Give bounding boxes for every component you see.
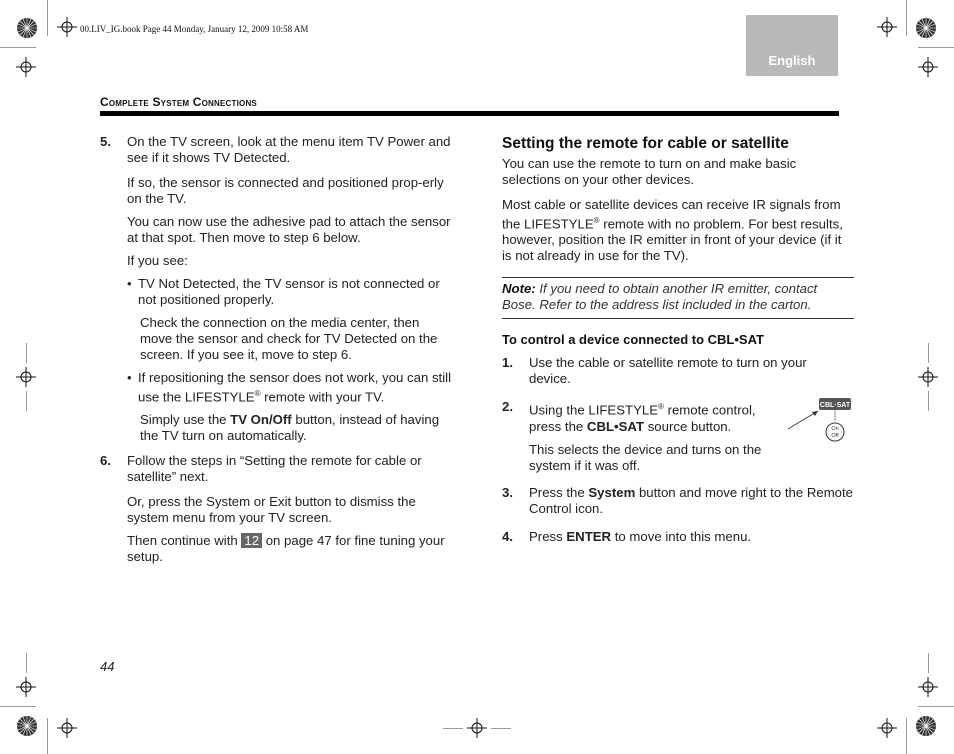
- trim-line: [491, 728, 511, 729]
- step-3: [502, 485, 854, 517]
- trim-line: [906, 0, 907, 36]
- section-title: Complete System Connections: [100, 95, 257, 109]
- step-6: [100, 453, 455, 565]
- note-label: Note:: [502, 281, 536, 297]
- trim-line: [26, 391, 27, 411]
- registration-rosette-icon: [16, 17, 38, 39]
- step-number: 2.: [502, 399, 513, 415]
- paragraph: Check the connection on the media center, then move the sensor and check for TV Detected on the screen. If you see it, move to step 6.: [140, 315, 438, 362]
- trim-line: [26, 653, 27, 673]
- step-text: Use the cable or satellite remote to turn on your device.: [529, 355, 807, 387]
- bullet-item: [127, 370, 455, 405]
- language-tab-label: English: [768, 53, 816, 68]
- crosshair-mark-icon: [918, 57, 938, 77]
- crosshair-mark-icon: [877, 718, 897, 738]
- book-info-line: 00.LIV_IG.book Page 44 Monday, January 12, 2009 10:58 AM: [80, 24, 309, 34]
- step-text: Follow the steps in “Setting the remote for cable or satellite” next.: [127, 453, 422, 485]
- bullet-icon: •: [127, 276, 132, 291]
- step-5: [100, 134, 455, 444]
- cbl-sat-button-illustration: [818, 397, 852, 443]
- crosshair-mark-icon: [467, 718, 487, 738]
- crosshair-mark-icon: [918, 677, 938, 697]
- crosshair-mark-icon: [16, 367, 36, 387]
- trim-line: [918, 706, 954, 707]
- language-tab: [746, 15, 838, 76]
- trim-line: [47, 718, 48, 754]
- svg-text:Off: Off: [831, 433, 839, 439]
- title-rule: [100, 111, 839, 116]
- step-number: 6.: [100, 453, 111, 469]
- paragraph: You can now use the adhesive pad to attach the sensor at that spot. Then move to step 6 below.: [127, 214, 451, 245]
- step-number: 1.: [502, 355, 513, 371]
- crosshair-mark-icon: [57, 17, 77, 37]
- crosshair-mark-icon: [918, 367, 938, 387]
- paragraph: Simply use the TV On/Off button, instead of having the TV turn on automatically.: [140, 412, 440, 444]
- trim-line: [928, 653, 929, 673]
- step-number: 3.: [502, 484, 513, 500]
- registration-rosette-icon: [915, 715, 937, 737]
- step-1: [502, 355, 854, 387]
- trim-line: [0, 706, 36, 707]
- section-heading: Setting the remote for cable or satellite: [502, 135, 789, 152]
- trim-line: [26, 343, 27, 363]
- paragraph: Then continue with 12 on page 47 for fine tuning your setup.: [127, 533, 445, 565]
- step-text: On the TV screen, look at the menu item TV Power and see if it shows TV Detected.: [127, 134, 451, 165]
- bullet-icon: •: [127, 370, 132, 385]
- svg-text:On: On: [831, 426, 839, 432]
- trim-line: [918, 47, 954, 48]
- bullet-item: [127, 276, 455, 308]
- paragraph: This selects the device and turns on the system if it was off.: [529, 441, 762, 473]
- step-number: 4.: [502, 528, 513, 544]
- step-4: [502, 529, 854, 545]
- crosshair-mark-icon: [16, 677, 36, 697]
- trim-line: [928, 391, 929, 411]
- paragraph: Most cable or satellite devices can receive IR signals from the LIFESTYLE® remote with no problem. For best results, however, position the IR emitter in front of your device (if it is not already in use for the TV).: [502, 197, 843, 264]
- trim-line: [443, 728, 463, 729]
- paragraph: Or, press the System or Exit button to dismiss the system menu from your TV screen.: [127, 494, 416, 526]
- svg-text:CBL·SAT: CBL·SAT: [819, 402, 851, 409]
- paragraph: If you see:: [127, 253, 188, 268]
- crosshair-mark-icon: [877, 17, 897, 37]
- left-column: [100, 134, 455, 565]
- page-reference-link[interactable]: 12: [241, 533, 262, 548]
- subheading: To control a device connected to CBL•SAT: [502, 332, 764, 348]
- step-text: Press the System button and move right to the Remote Control icon.: [529, 484, 854, 516]
- step-number: 5.: [100, 134, 111, 149]
- bullet-text: TV Not Detected, the TV sensor is not connected or not positioned properly.: [138, 276, 440, 307]
- registration-rosette-icon: [16, 715, 38, 737]
- note-box: [502, 277, 854, 319]
- right-column: [502, 134, 854, 545]
- registration-rosette-icon: [915, 17, 937, 39]
- crosshair-mark-icon: [16, 57, 36, 77]
- note-text: If you need to obtain another IR emitter, contact Bose. Refer to the address list included in the carton.: [502, 281, 818, 313]
- bullet-text: If repositioning the sensor does not work, you can still use the LIFESTYLE® remote with your TV.: [138, 370, 452, 405]
- paragraph: You can use the remote to turn on and make basic selections on your other devices.: [502, 156, 797, 187]
- paragraph: If so, the sensor is connected and positioned prop-erly on the TV.: [127, 175, 444, 206]
- trim-line: [906, 718, 907, 754]
- crosshair-mark-icon: [57, 718, 77, 738]
- step-text: Press ENTER to move into this menu.: [529, 528, 752, 544]
- step-text: Using the LIFESTYLE® remote control, press the CBL•SAT source button.: [529, 402, 756, 434]
- trim-line: [0, 47, 36, 48]
- page-number: 44: [100, 659, 115, 674]
- pointer-line-icon: [787, 409, 821, 431]
- trim-line: [928, 343, 929, 363]
- trim-line: [47, 0, 48, 36]
